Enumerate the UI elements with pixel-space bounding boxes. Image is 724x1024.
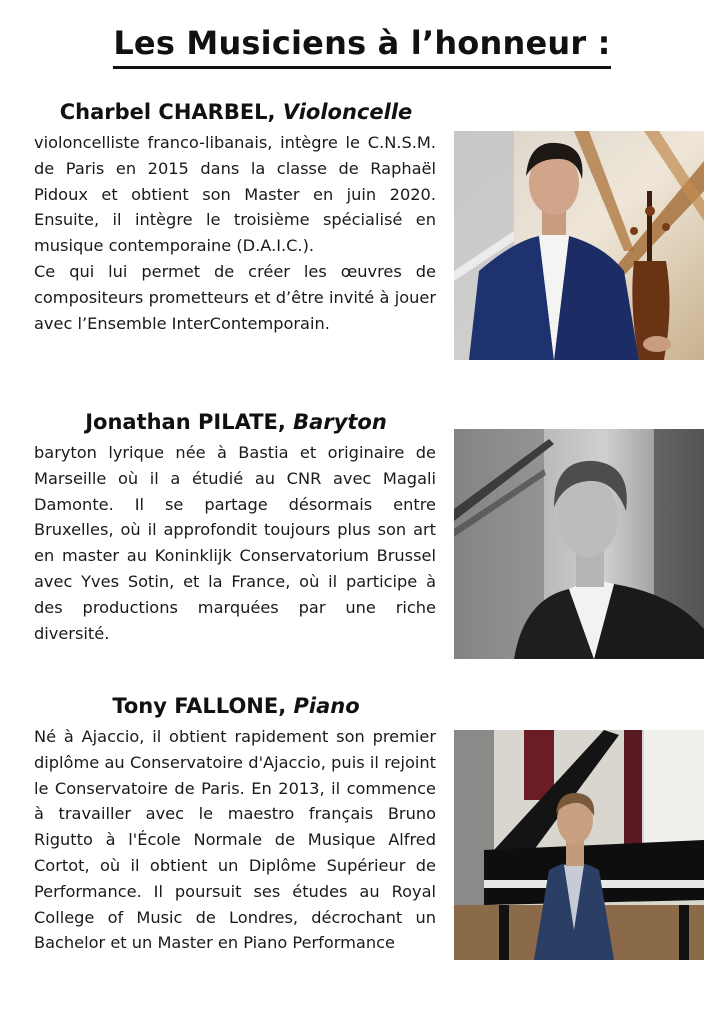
musician-instrument: Piano [293,694,360,718]
musician-name-heading [34,100,438,124]
musician-name: Tony FALLONE, [112,694,287,718]
cellist-photo [454,131,704,360]
musician-bio [34,440,436,646]
musician-name: Jonathan PILATE, [85,410,286,434]
bio-paragraph: Ce qui lui permet de créer les œuvres de compositeurs prometteurs et d’être invité à jouer avec l’Ensemble InterContemporain. [34,261,436,333]
musician-name-heading [34,410,438,434]
pianist-photo [454,730,704,960]
page-title [0,24,724,69]
bio-paragraph: Né à Ajaccio, il obtient rapidement son premier diplôme au Conservatoire d'Ajaccio, puis il rejoint le Conservatoire de Paris. En 2013, il commence à travailler avec le maestro français Bruno Rigutto à l'École Normale de Musique Alfred Cortot, où il obtient un Diplôme Supérieur de Performance. Il poursuit ses études au Royal College of Music de Londres, décrochant un Bachelor et un Master en Piano Performance [34,727,436,953]
musician-bio [34,130,436,336]
musician-jonathan [34,410,714,646]
musician-bio [34,724,436,956]
musician-instrument: Baryton [293,410,387,434]
musician-instrument: Violoncelle [282,100,413,124]
bio-paragraph: baryton lyrique née à Bastia et originaire de Marseille où il a étudié au CNR avec Magali Damonte. Il se partage désormais entre Bruxelles, où il approfondit toujours plus son art en master au Koninklijk Conservatorium Brussel avec Yves Sotin, et la France, où il participe à des productions marquées par une riche diversité. [34,443,436,643]
page-title-text: Les Musiciens à l’honneur : [113,24,610,69]
bio-paragraph: violoncelliste franco-libanais, intègre le C.N.S.M. de Paris en 2015 dans la classe de Raphaël Pidoux et obtient son Master en juin 2020. Ensuite, il intègre le troisième spécialisé en musique contemporaine (D.A.I.C.). [34,133,436,256]
musician-charbel [34,100,714,336]
musician-name-heading [34,694,438,718]
baritone-photo [454,429,704,659]
musician-name: Charbel CHARBEL, [59,100,276,124]
musician-tony [34,694,714,956]
